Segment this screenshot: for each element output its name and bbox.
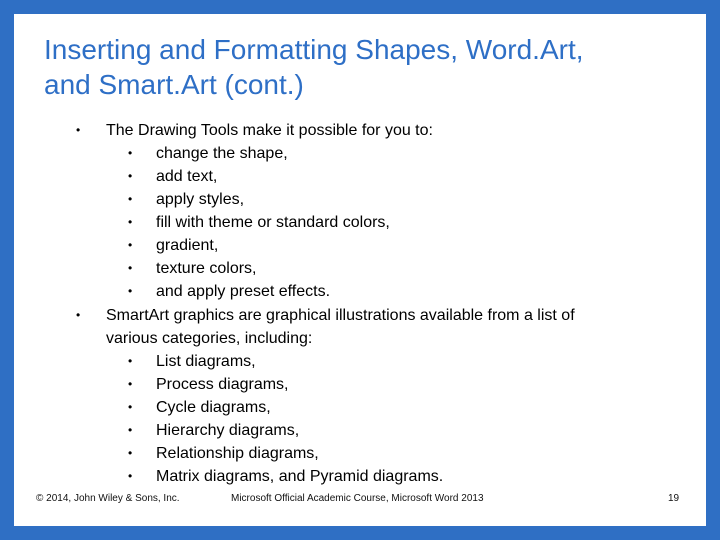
sub-bullet-text: and apply preset effects. bbox=[156, 283, 331, 300]
footer-copyright: © 2014, John Wiley & Sons, Inc. bbox=[36, 493, 180, 504]
bullet-marker: • bbox=[128, 400, 133, 414]
bullet-marker: • bbox=[76, 123, 81, 137]
bullet-marker: • bbox=[128, 261, 133, 275]
bullet-text-line-1: SmartArt graphics are graphical illustrations available from a list of bbox=[106, 307, 575, 324]
sub-bullet-text: fill with theme or standard colors, bbox=[156, 214, 390, 231]
footer-course: Microsoft Official Academic Course, Microsoft Word 2013 bbox=[231, 493, 484, 504]
sub-bullet-text: texture colors, bbox=[156, 260, 257, 277]
sub-bullet-text: Process diagrams, bbox=[156, 376, 289, 393]
bullet-marker: • bbox=[76, 308, 81, 322]
bullet-text-line-2: various categories, including: bbox=[106, 330, 313, 347]
sub-bullet-text: apply styles, bbox=[156, 191, 245, 208]
bullet-text: The Drawing Tools make it possible for you to: bbox=[106, 122, 433, 139]
slide-title bbox=[44, 32, 684, 102]
sub-bullet-text: add text, bbox=[156, 168, 218, 185]
bullet-marker: • bbox=[128, 423, 133, 437]
bullet-marker: • bbox=[128, 215, 133, 229]
sub-bullet-text: Matrix diagrams, and Pyramid diagrams. bbox=[156, 468, 444, 485]
bullet-marker: • bbox=[128, 377, 133, 391]
bullet-marker: • bbox=[128, 238, 133, 252]
bullet-marker: • bbox=[128, 146, 133, 160]
sub-bullet-text: change the shape, bbox=[156, 145, 288, 162]
bullet-marker: • bbox=[128, 169, 133, 183]
sub-bullet-text: Relationship diagrams, bbox=[156, 445, 319, 462]
sub-bullet-text: Cycle diagrams, bbox=[156, 399, 271, 416]
slide bbox=[14, 14, 706, 526]
footer-page-number: 19 bbox=[668, 493, 680, 504]
sub-bullet-text: gradient, bbox=[156, 237, 219, 254]
slide-title-line-2: and Smart.Art (cont.) bbox=[44, 69, 304, 100]
sub-bullet-text: Hierarchy diagrams, bbox=[156, 422, 300, 439]
bullet-marker: • bbox=[128, 469, 133, 483]
sub-bullet-text: List diagrams, bbox=[156, 353, 256, 370]
bullet-marker: • bbox=[128, 446, 133, 460]
bullet-marker: • bbox=[128, 192, 133, 206]
bullet-marker: • bbox=[128, 354, 133, 368]
slide-title-line-1: Inserting and Formatting Shapes, Word.Art, bbox=[44, 34, 584, 65]
bullet-marker: • bbox=[128, 284, 133, 298]
